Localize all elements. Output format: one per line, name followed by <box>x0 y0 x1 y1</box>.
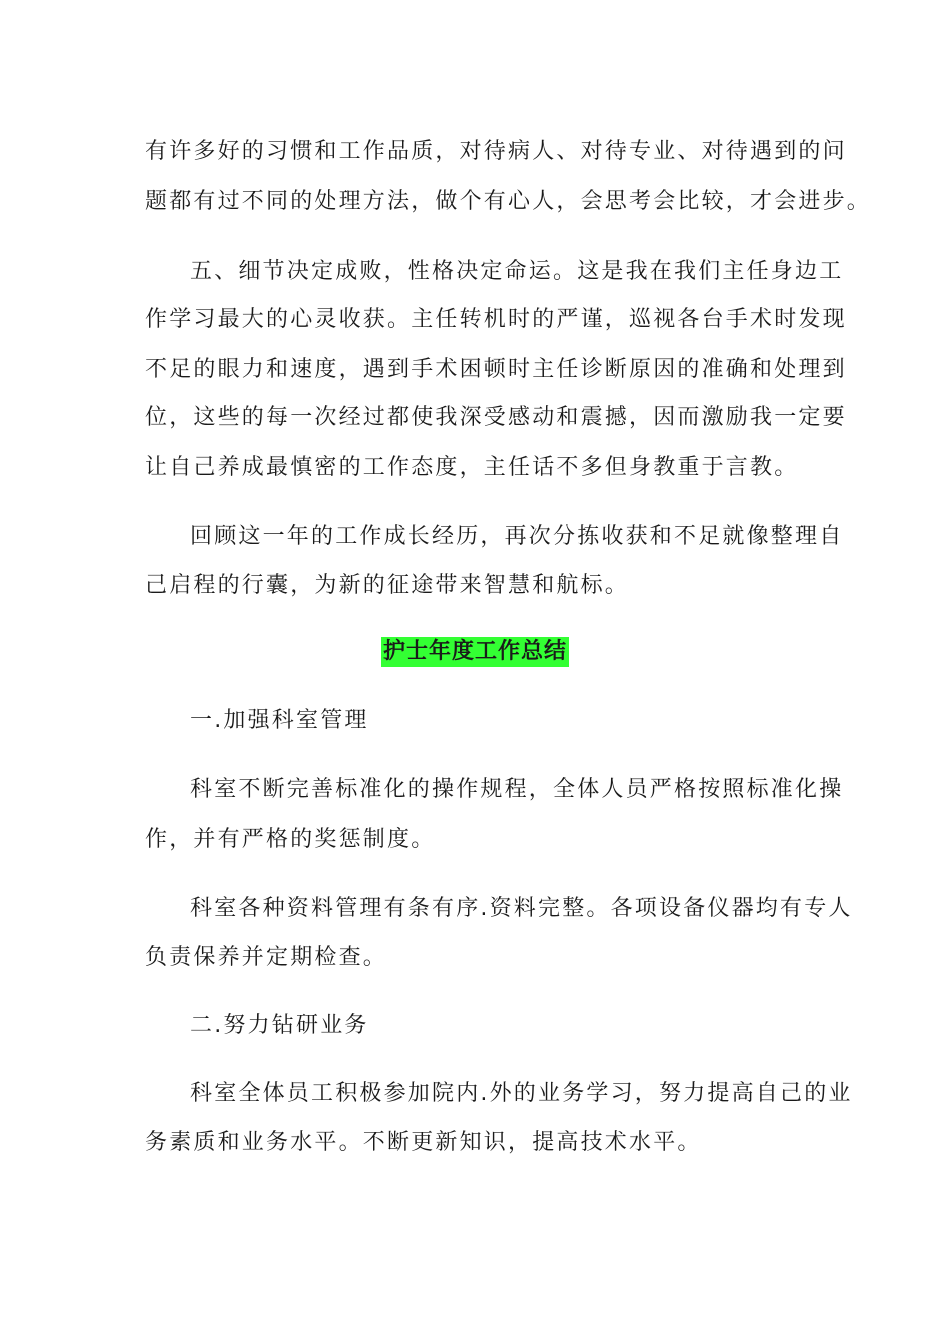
title-container <box>0 637 950 667</box>
paragraph-line: 作，并有严格的奖惩制度。 <box>145 827 436 852</box>
paragraph-line: 有许多好的习惯和工作品质，对待病人、对待专业、对待遇到的问 <box>145 139 847 164</box>
paragraph-line: 五、细节决定成败，性格决定命运。这是我在我们主任身边工 <box>190 259 844 284</box>
paragraph-line: 作学习最大的心灵收获。主任转机时的严谨，巡视各台手术时发现 <box>145 307 847 332</box>
paragraph-line: 位，这些的每一次经过都使我深受感动和震撼，因而激励我一定要 <box>145 405 847 430</box>
paragraph-line: 己启程的行囊，为新的征途带来智慧和航标。 <box>145 573 630 598</box>
paragraph-line: 题都有过不同的处理方法，做个有心人，会思考会比较，才会进步。 <box>145 189 872 214</box>
paragraph-line: 让自己养成最慎密的工作态度，主任话不多但身教重于言教。 <box>145 455 799 480</box>
paragraph-line: 科室各种资料管理有条有序.资料完整。各项设备仪器均有专人 <box>190 896 853 921</box>
section-heading-business: 二.努力钻研业务 <box>190 1013 369 1038</box>
paragraph-line: 科室全体员工积极参加院内.外的业务学习，努力提高自己的业 <box>190 1081 853 1106</box>
paragraph-line: 科室不断完善标准化的操作规程，全体人员严格按照标准化操 <box>190 777 844 802</box>
document-title: 护士年度工作总结 <box>381 637 569 667</box>
paragraph-line: 负责保养并定期检查。 <box>145 945 388 970</box>
paragraph-line: 不足的眼力和速度，遇到手术困顿时主任诊断原因的准确和处理到 <box>145 357 847 382</box>
paragraph-line: 务素质和业务水平。不断更新知识，提高技术水平。 <box>145 1130 702 1155</box>
paragraph-line: 回顾这一年的工作成长经历，再次分拣收获和不足就像整理自 <box>190 524 844 549</box>
section-heading-management: 一.加强科室管理 <box>190 708 369 733</box>
